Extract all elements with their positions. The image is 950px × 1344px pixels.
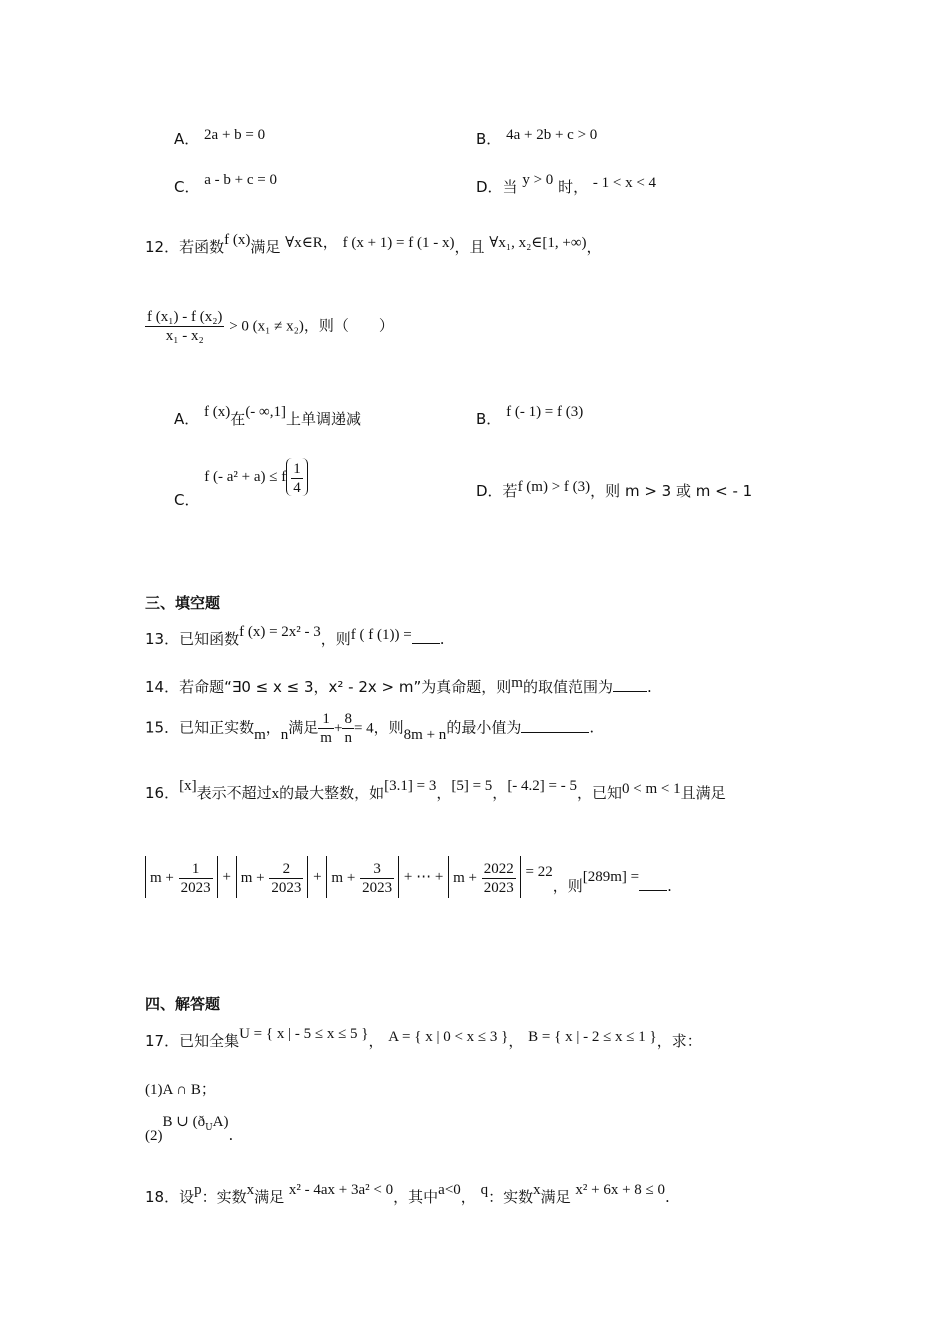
text: ， (460, 1188, 476, 1206)
q13 (145, 624, 445, 649)
question-number: 16． (145, 784, 180, 802)
q11-option-c (174, 172, 277, 197)
math-forall: ∀x∈R， (285, 235, 338, 251)
option-math: f (- a² + a) ≤ f (204, 469, 287, 485)
text: ， (265, 718, 281, 737)
text: 满足 (540, 1188, 571, 1206)
plus-sign: + (313, 869, 322, 885)
math-q: q (480, 1182, 489, 1198)
difference-quotient (145, 308, 224, 345)
q11-option-a (174, 128, 265, 149)
fraction-denominator: n (344, 730, 352, 746)
q11-option-d (476, 172, 657, 197)
period: . (646, 678, 652, 696)
math-ask: [289m] = (582, 869, 640, 885)
text: ，则 (552, 877, 583, 895)
option-interval: (- ∞,1] (245, 404, 286, 420)
section-heading-solutions: 四、解答题 (145, 995, 221, 1013)
section-heading-fill-in: 三、填空题 (145, 594, 221, 612)
q12-stem (145, 232, 602, 257)
text: ； (200, 1080, 216, 1098)
math-expression: A ∩ B (162, 1082, 201, 1098)
text: ，则 (320, 630, 351, 648)
floor-term-1 (145, 856, 218, 898)
ellipsis-sum: + ⋯ + (403, 869, 444, 885)
text: ，则（ ） (303, 316, 394, 335)
option-text: 上单调递减 (286, 410, 362, 428)
fraction-numerator: f (x₁) - f (x₂) (147, 309, 223, 325)
floor-term-n (448, 856, 521, 898)
math-floor-x: [x] (179, 778, 197, 794)
option-label: A． (174, 130, 200, 148)
fraction (482, 860, 516, 897)
math-inequality: > 0 (x₁ ≠ x₂) (229, 318, 304, 335)
option-label: B． (476, 130, 502, 148)
math-p: p (194, 1182, 202, 1198)
question-number: 12．若函数 (145, 238, 225, 256)
text: 满足 (254, 1188, 285, 1206)
floor-term-2 (236, 856, 309, 898)
q12-condition (145, 308, 394, 345)
option-math: 4a + 2b + c > 0 (506, 127, 598, 143)
text: ，已知 (577, 784, 623, 802)
math-m: m (511, 675, 523, 691)
text: ， (368, 1032, 384, 1050)
floor-term-3 (326, 856, 399, 898)
set-b: B = { x | - 2 ≤ x ≤ 1 } (528, 1029, 657, 1045)
fraction-numerator: 1 (293, 460, 301, 477)
option-math: 2a + b = 0 (204, 127, 266, 143)
answer-blank (639, 876, 667, 891)
math-inequality-1: x² - 4ax + 3a² < 0 (288, 1182, 394, 1198)
math-definition: f (x) = 2x² - 3 (239, 624, 321, 640)
q18-stem (145, 1182, 670, 1207)
fraction (179, 860, 213, 897)
math-x: x (271, 786, 280, 802)
option-text: ，则 m > 3 或 m < - 1 (590, 482, 753, 500)
option-label: D．若 (476, 482, 518, 500)
q17-part-2 (145, 1112, 234, 1144)
math-equals: = 4 (353, 720, 374, 737)
text: ， (508, 1032, 524, 1050)
math-fx: f (x) (224, 232, 251, 248)
fraction-denominator: 2023 (483, 879, 514, 896)
fraction-8-over-n (342, 710, 354, 747)
q12-option-d (476, 480, 752, 501)
text: ：实数 (201, 1188, 247, 1206)
fraction-numerator: 1 (318, 710, 334, 729)
q17-stem (145, 1026, 702, 1051)
math-n: n (280, 726, 289, 743)
text: 的最大整数，如 (279, 784, 385, 802)
math-expression: A) (212, 1114, 229, 1130)
text: 满足 (250, 238, 281, 256)
fraction-numerator: 8 (344, 711, 352, 727)
q16-equation (145, 856, 672, 898)
subscript-u: U (205, 1123, 213, 1133)
text: 满足 (288, 718, 319, 737)
fraction-numerator: 2 (269, 860, 303, 879)
text: ，且 (454, 238, 485, 256)
option-condition: y > 0 (522, 172, 554, 188)
text: ，其中 (393, 1188, 439, 1206)
math-condition: 0 < m < 1 (622, 781, 681, 797)
q14 (145, 676, 652, 697)
text: ， (492, 784, 508, 802)
period: . (228, 1126, 234, 1144)
text: ：实数 (488, 1188, 534, 1206)
fraction (360, 860, 394, 897)
math-example-2: [5] = 5 (451, 778, 493, 794)
fraction-denominator: 2023 (271, 879, 302, 896)
fraction-denominator: 2023 (180, 879, 211, 896)
answer-blank (613, 677, 647, 692)
m-plus: m + (331, 870, 356, 886)
option-text: 在 (230, 410, 246, 428)
option-label: C． (174, 491, 200, 509)
fraction-denominator: 2023 (362, 879, 393, 896)
plus-sign: + (333, 720, 343, 737)
math-forall-interval: ∀x₁, x₂∈[1, +∞) (489, 235, 587, 251)
question-text: 的取值范围为 (522, 678, 613, 696)
fraction-numerator: 1 (179, 860, 213, 879)
part-label: (2) (145, 1128, 163, 1144)
period: . (439, 630, 445, 648)
text: ， (436, 784, 452, 802)
text: 的最小值为 (446, 718, 522, 737)
fraction (269, 860, 303, 897)
option-label: C． (174, 178, 200, 196)
math-example-3: [- 4.2] = - 5 (507, 778, 578, 794)
math-equals-22: = 22 (525, 864, 553, 880)
option-label: B． (476, 410, 502, 428)
q16-stem (145, 778, 726, 803)
math-expression: f ( f (1)) = (350, 627, 412, 643)
question-number: 17．已知全集 (145, 1032, 240, 1050)
question-number: 13．已知函数 (145, 630, 240, 648)
math-m: m (254, 726, 266, 743)
question-text: 14．若命题“∃0 ≤ x ≤ 3，x² - 2x > m”为真命题，则 (145, 678, 512, 696)
text: ，求： (656, 1032, 702, 1050)
option-math: f (x) (204, 404, 231, 420)
m-plus: m + (453, 870, 477, 886)
option-label: A． (174, 410, 200, 428)
option-label: D．当 (476, 178, 518, 196)
period: . (667, 877, 672, 895)
m-plus: m + (240, 870, 265, 886)
math-x: x (246, 1182, 255, 1198)
text: 且满足 (680, 784, 726, 802)
question-number: 15．已知正实数 (145, 718, 255, 737)
set-u: U = { x | - 5 ≤ x ≤ 5 } (239, 1026, 369, 1042)
math-inequality-2: x² + 6x + 8 ≤ 0 (575, 1182, 666, 1198)
math-expression: B ∪ (ð (162, 1114, 206, 1130)
period: . (589, 718, 595, 737)
answer-blank (412, 629, 440, 644)
text: ，则 (373, 718, 404, 737)
math-equation: f (x + 1) = f (1 - x) (342, 235, 455, 251)
option-math: a - b + c = 0 (204, 172, 277, 188)
q11-option-b (476, 128, 597, 149)
q12-option-a (174, 404, 362, 429)
math-x: x (533, 1182, 541, 1198)
set-a: A = { x | 0 < x ≤ 3 } (388, 1029, 509, 1045)
text: 表示不超过 (196, 784, 272, 802)
q15 (145, 710, 594, 747)
option-text: 时， (558, 178, 589, 196)
fraction-denominator: m (320, 730, 332, 746)
fraction-numerator: 3 (360, 860, 394, 879)
math-expression: 8m + n (403, 726, 447, 743)
text: ， (586, 238, 602, 256)
paren-fraction (286, 458, 308, 496)
q17-part-1 (145, 1078, 216, 1099)
question-number: 18．设 (145, 1188, 195, 1206)
fraction-numerator: 2022 (483, 860, 514, 877)
q12-option-c (174, 458, 308, 509)
period: . (665, 1188, 670, 1206)
q12-option-b (476, 404, 584, 429)
fraction (291, 460, 303, 497)
math-condition: a<0 (438, 1182, 461, 1198)
math-example-1: [3.1] = 3 (384, 778, 437, 794)
fraction-denominator: x₁ - x₂ (165, 328, 204, 344)
option-math: f (m) > f (3) (517, 479, 591, 495)
plus-sign: + (222, 869, 231, 885)
fraction-denominator: 4 (293, 479, 301, 496)
part-label: (1) (145, 1082, 163, 1098)
m-plus: m + (150, 870, 174, 886)
option-range: - 1 < x < 4 (592, 175, 657, 191)
option-math: f (- 1) = f (3) (506, 404, 584, 420)
fraction-1-over-m (318, 710, 334, 747)
answer-blank (521, 718, 589, 733)
